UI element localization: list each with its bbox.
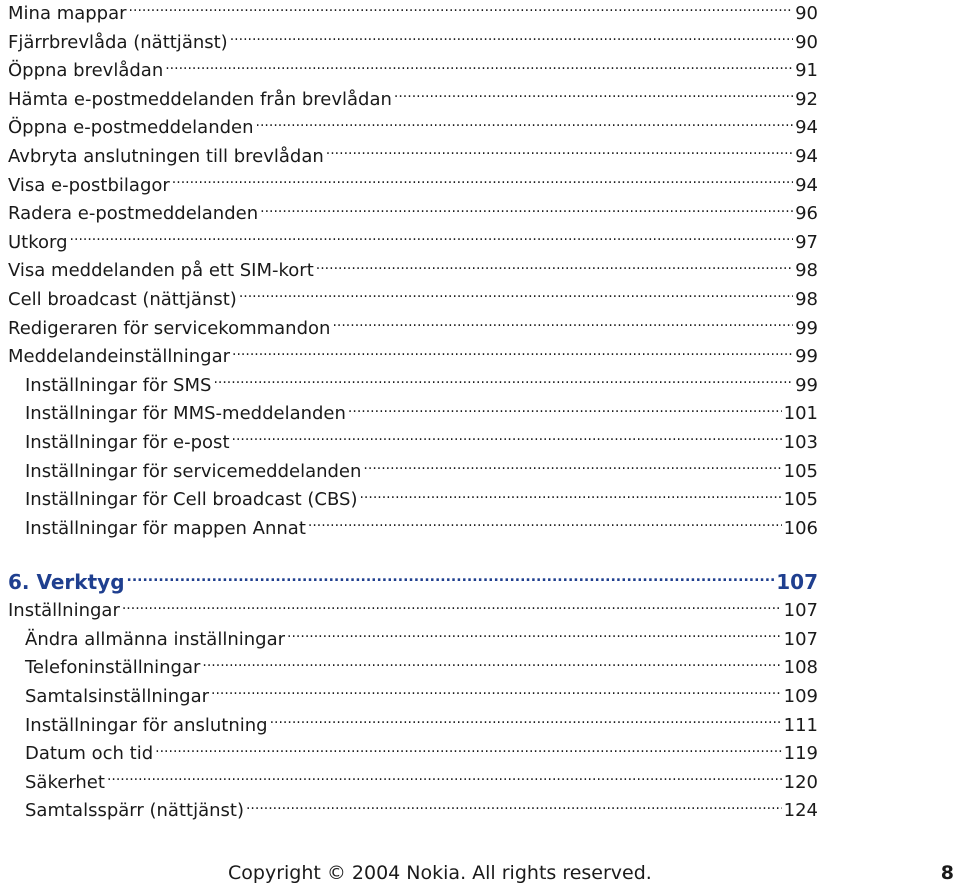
dot-leader [155,741,782,759]
dot-leader [211,684,782,702]
chapter-spacer [8,543,818,567]
dot-leader [246,798,782,816]
toc-entry[interactable] [8,343,818,372]
toc-entry-page-number: 94 [795,117,818,139]
toc-entry-page-number: 90 [795,31,818,53]
toc-entry-page-number: 106 [783,517,818,539]
toc-entry[interactable] [8,597,818,626]
toc-entry[interactable] [8,29,818,58]
toc-entry-page-number: 90 [795,3,818,24]
toc-entry-title: Visa meddelanden på ett SIM-kort [8,260,314,282]
toc-entry-title: Mina mappar [8,3,127,24]
toc-entry-page-number: 98 [795,288,818,310]
toc-entry-page-number: 94 [795,174,818,196]
toc-entry[interactable] [8,486,818,515]
toc-entry-title: Meddelandeinställningar [8,346,231,368]
toc-entry-page-number: 120 [783,771,818,793]
toc-entry-page-number: 96 [795,203,818,225]
toc-entry[interactable] [8,114,818,143]
toc-section-tools [8,597,818,826]
toc-entry-title: Fjärrbrevlåda (nättjänst) [8,31,228,53]
toc-entry-title: Telefoninställningar [25,657,201,679]
dot-leader [332,316,793,334]
toc-entry-title: Utkorg [8,231,68,253]
dot-leader [70,230,794,248]
toc-entry-page-number: 107 [783,628,818,650]
dot-leader [107,770,782,788]
toc-entry[interactable] [8,769,818,798]
page-footer [0,862,960,892]
toc-entry-title: Visa e-postbilagor [8,174,170,196]
toc-entry-title: Redigeraren för servicekommandon [8,317,331,339]
toc-entry-page-number: 105 [783,460,818,482]
toc-entry[interactable] [8,257,818,286]
dot-leader [165,58,793,76]
toc-entry-title: Radera e-postmeddelanden [8,203,259,225]
dot-leader [394,87,793,105]
dot-leader [359,487,781,505]
toc-entry-page-number: 124 [783,800,818,822]
toc-entry-title: Hämta e-postmeddelanden från brevlådan [8,88,392,110]
toc-entry[interactable] [8,0,818,29]
toc-entry[interactable] [8,626,818,655]
dot-leader [316,258,793,276]
toc-entry[interactable] [8,172,818,201]
toc-entry[interactable] [8,654,818,683]
toc-entry-title: Samtalsspärr (nättjänst) [25,800,244,822]
toc-entry-page-number: 108 [783,657,818,679]
toc-entry-page-number: 111 [783,714,818,736]
toc-entry[interactable] [8,797,818,826]
toc-entry-title: Inställningar för anslutning [25,714,268,736]
toc-entry[interactable] [8,229,818,258]
toc-entry-page-number: 119 [783,743,818,765]
toc-entry[interactable] [8,286,818,315]
toc-entry[interactable] [8,740,818,769]
toc-entry[interactable] [8,712,818,741]
toc-entry-title: Inställningar för Cell broadcast (CBS) [25,489,358,511]
toc-entry[interactable] [8,372,818,401]
toc-entry[interactable] [8,315,818,344]
toc-entry-page-number: 98 [795,260,818,282]
toc-entry-page-number: 92 [795,88,818,110]
toc-entry-page-number: 99 [795,317,818,339]
toc-entry-page-number: 109 [783,686,818,708]
toc-entry[interactable] [8,57,818,86]
dot-leader [122,598,782,616]
toc-entry[interactable] [8,400,818,429]
toc-entry-page-number: 99 [795,374,818,396]
dot-leader [213,373,793,391]
dot-leader [363,459,781,477]
dot-leader [308,516,782,534]
toc-entry-title: Inställningar för mappen Annat [25,517,306,539]
toc-chapter-heading[interactable] [8,567,818,597]
copyright-notice: Copyright © 2004 Nokia. All rights reserved. [228,862,652,884]
toc-entry-page-number: 94 [795,145,818,167]
toc-entry-title: Avbryta anslutningen till brevlådan [8,145,324,167]
dot-leader [256,115,794,133]
toc-entry-title: Inställningar för e-post [25,431,230,453]
dot-leader [232,430,782,448]
toc-entry-title: Inställningar för SMS [25,374,212,396]
dot-leader [129,1,794,19]
chapter-title: 6. Verktyg [8,570,125,595]
dot-leader [287,627,782,645]
toc-entry[interactable] [8,143,818,172]
dot-leader [127,569,775,589]
toc-entry-title: Inställningar för servicemeddelanden [25,460,362,482]
toc-entry-title: Ändra allmänna inställningar [25,628,286,650]
dot-leader [230,30,793,48]
toc-entry[interactable] [8,515,818,544]
dot-leader [232,344,793,362]
toc-entry-page-number: 103 [783,431,818,453]
toc-entry-title: Cell broadcast (nättjänst) [8,288,237,310]
toc-entry[interactable] [8,429,818,458]
chapter-page-number: 107 [776,570,818,595]
dot-leader [326,144,793,162]
dot-leader [172,173,793,191]
toc-entry-page-number: 91 [795,60,818,82]
toc-entry-title: Inställningar [8,600,120,622]
toc-entry-page-number: 107 [783,600,818,622]
toc-section-messages [8,0,818,543]
toc-entry-page-number: 101 [783,403,818,425]
toc-entry-title: Inställningar för MMS-meddelanden [25,403,346,425]
toc-entry-page-number: 97 [795,231,818,253]
toc-entry[interactable] [8,200,818,229]
toc-entry-page-number: 99 [795,346,818,368]
toc-entry[interactable] [8,458,818,487]
toc-entry-title: Datum och tid [25,743,154,765]
toc-entry-page-number: 105 [783,489,818,511]
toc-entry-title: Samtalsinställningar [25,686,210,708]
toc-entry[interactable] [8,86,818,115]
toc-entry-title: Öppna e-postmeddelanden [8,117,254,139]
dot-leader [202,655,781,673]
table-of-contents [8,0,818,826]
dot-leader [270,713,782,731]
dot-leader [239,287,793,305]
toc-entry[interactable] [8,683,818,712]
page-number: 8 [940,862,954,884]
dot-leader [260,201,793,219]
toc-entry-title: Säkerhet [25,771,105,793]
dot-leader [348,401,782,419]
toc-entry-title: Öppna brevlådan [8,60,164,82]
